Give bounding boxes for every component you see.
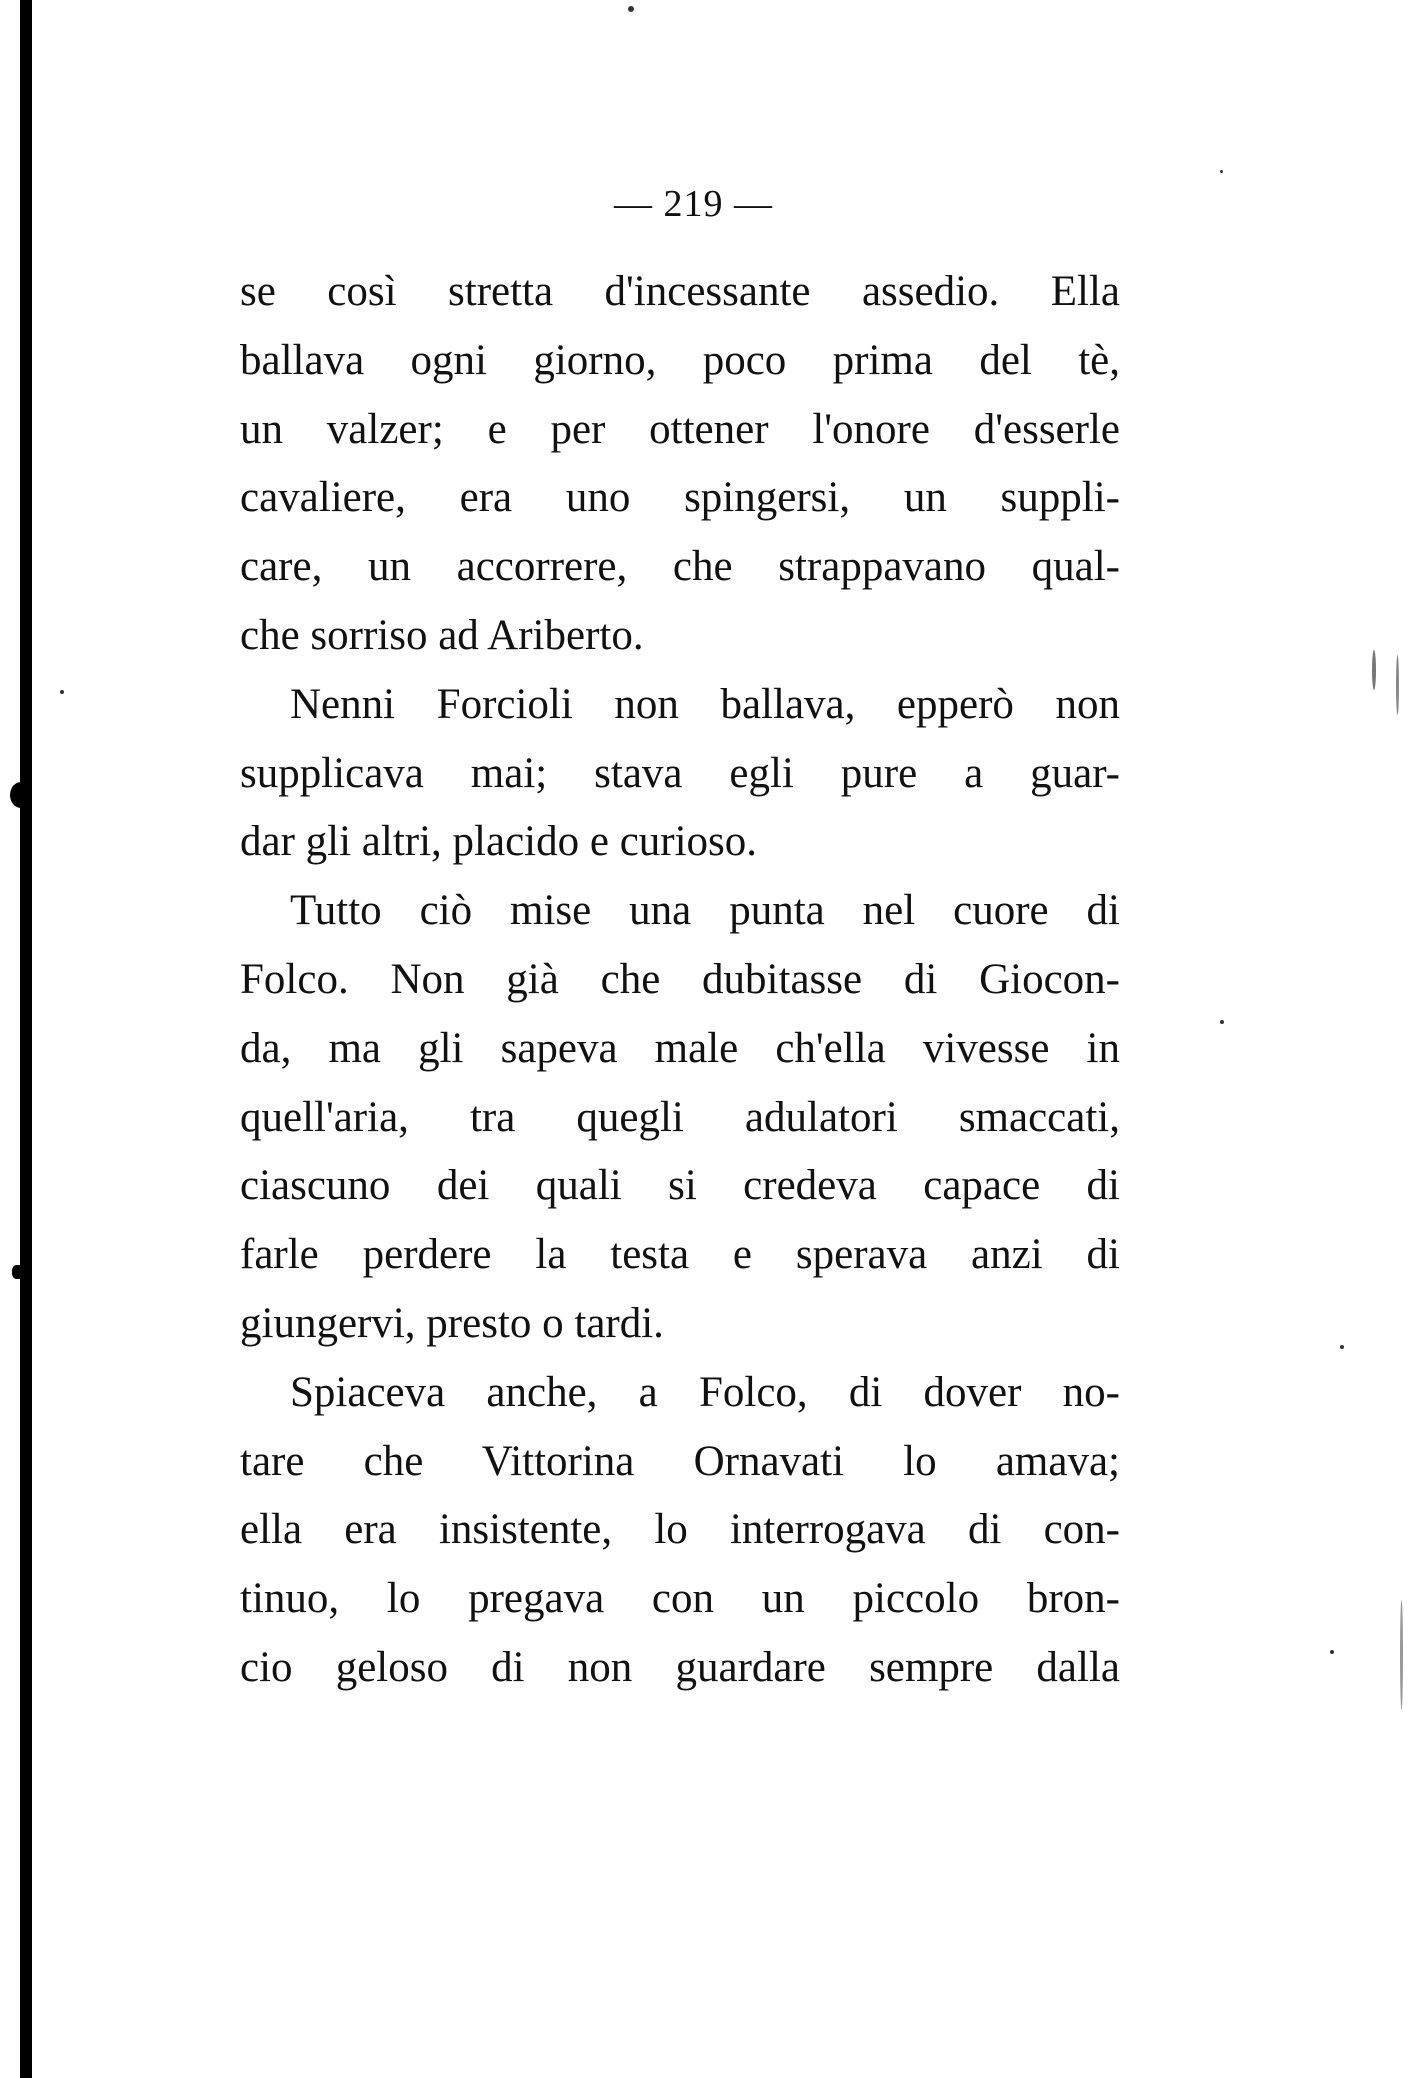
text-line: cavaliere, era uno spingersi, un suppli- [240, 474, 1120, 522]
text-line: Spiaceva anche, a Folco, di dover no- [290, 1368, 1120, 1416]
text-line: un valzer; e per ottener l'onore d'esserle [240, 405, 1120, 453]
text-line: da, ma gli sapeva male ch'ella vivesse in [240, 1024, 1120, 1072]
binding-mark [12, 1265, 24, 1279]
text-line: tinuo, lo pregava con un piccolo bron- [240, 1575, 1120, 1623]
text-line: Tutto ciò mise una punta nel cuore di [290, 887, 1120, 935]
scan-speck [1220, 170, 1223, 173]
text-line: dar gli altri, placido e curioso. [240, 818, 758, 866]
text-line: farle perdere la testa e sperava anzi di [240, 1231, 1120, 1279]
page-number-header [0, 182, 1427, 226]
page-body [240, 258, 1120, 1703]
binding-edge [20, 0, 32, 2078]
scan-speck [1372, 650, 1376, 690]
text-line: care, un accorrere, che strappavano qual- [240, 543, 1120, 591]
scan-speck [1396, 655, 1399, 715]
page-number: — 219 — [614, 183, 773, 225]
text-line: ballava ogni giorno, poco prima del tè, [240, 336, 1120, 384]
text-line: tare che Vittorina Ornavati lo amava; [240, 1437, 1120, 1485]
text-line: Nenni Forcioli non ballava, epperò non [290, 680, 1120, 728]
text-line: ciascuno dei quali si credeva capace di [240, 1162, 1120, 1210]
text-line: ella era insistente, lo interrogava di con- [240, 1506, 1120, 1554]
text-line: giungervi, presto o tardi. [240, 1299, 664, 1347]
scan-speck [1340, 1345, 1344, 1349]
scan-speck [60, 690, 64, 694]
text-line: quell'aria, tra quegli adulatori smaccati, [240, 1093, 1120, 1141]
scan-speck [1220, 1020, 1224, 1024]
text-line: se così stretta d'incessante assedio. Ella [240, 268, 1120, 315]
scan-speck [1330, 1650, 1334, 1654]
scan-speck [628, 6, 634, 12]
binding-mark [10, 782, 32, 808]
text-line: cio geloso di non guardare sempre dalla [240, 1643, 1120, 1691]
text-line: supplicava mai; stava egli pure a guar- [240, 749, 1120, 797]
scan-speck [1400, 1600, 1403, 1710]
text-line: che sorriso ad Ariberto. [240, 611, 644, 659]
text-line: Folco. Non già che dubitasse di Giocon- [240, 955, 1120, 1003]
